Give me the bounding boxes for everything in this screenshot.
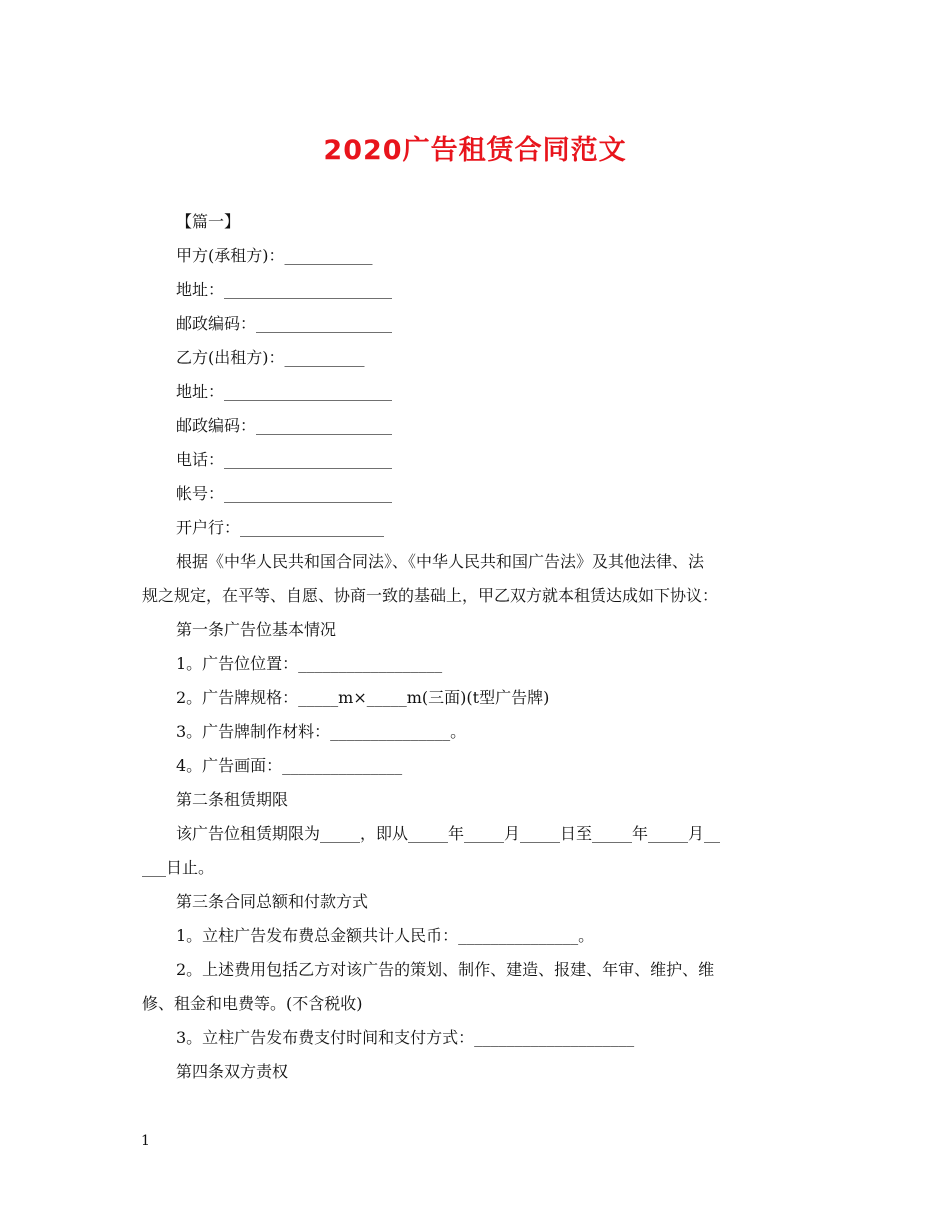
party-b-postcode: 邮政编码：_________________ (176, 416, 393, 435)
article-1-item-4: 4。广告画面：_______________ (176, 756, 403, 775)
article-3-heading: 第三条合同总额和付款方式 (176, 892, 369, 911)
party-a-address: 地址：_____________________ (176, 280, 393, 299)
article-3-item-2-line-2: 修、租金和电费等。(不含税收) (142, 994, 363, 1013)
party-b-phone: 电话：_____________________ (176, 450, 393, 469)
article-2-line-2: ___日止。 (142, 858, 215, 877)
article-3-item-1: 1。立柱广告发布费总金额共计人民币：_______________。 (176, 926, 595, 945)
party-b-bank: 开户行：__________________ (176, 518, 385, 537)
article-1-item-2: 2。广告牌规格：_____m×_____m(三面)(t型广告牌) (176, 688, 550, 707)
article-2-line-1: 该广告位租赁期限为_____，即从_____年_____月_____日至_____年_____月__ (176, 824, 721, 843)
article-4-heading: 第四条双方责权 (176, 1062, 289, 1081)
party-a-postcode: 邮政编码：_________________ (176, 314, 393, 333)
page-number: 1 (141, 1133, 150, 1149)
party-a-field: 甲方(承租方)：___________ (176, 246, 373, 265)
preamble-line-1: 根据《中华人民共和国合同法》、《中华人民共和国广告法》及其他法律、法 (176, 552, 705, 571)
article-3-item-3: 3。立柱广告发布费支付时间和支付方式：____________________ (176, 1028, 635, 1047)
article-3-item-2-line-1: 2。上述费用包括乙方对该广告的策划、制作、建造、报建、年审、维护、维 (176, 960, 715, 979)
article-1-item-3: 3。广告牌制作材料：_______________。 (176, 722, 467, 741)
party-b-address: 地址：_____________________ (176, 382, 393, 401)
article-1-item-1: 1。广告位位置：__________________ (176, 654, 443, 673)
party-b-field: 乙方(出租方)：__________ (176, 348, 365, 367)
document-body (142, 205, 812, 1089)
article-2-heading: 第二条租赁期限 (176, 790, 289, 809)
document-title: 2020广告租赁合同范文 (323, 135, 627, 166)
preamble-line-2: 规之规定，在平等、自愿、协商一致的基础上，甲乙双方就本租赁达成如下协议： (142, 586, 719, 605)
party-b-account: 帐号：_____________________ (176, 484, 393, 503)
section-heading: 【篇一】 (176, 212, 241, 231)
article-1-heading: 第一条广告位基本情况 (176, 620, 337, 639)
